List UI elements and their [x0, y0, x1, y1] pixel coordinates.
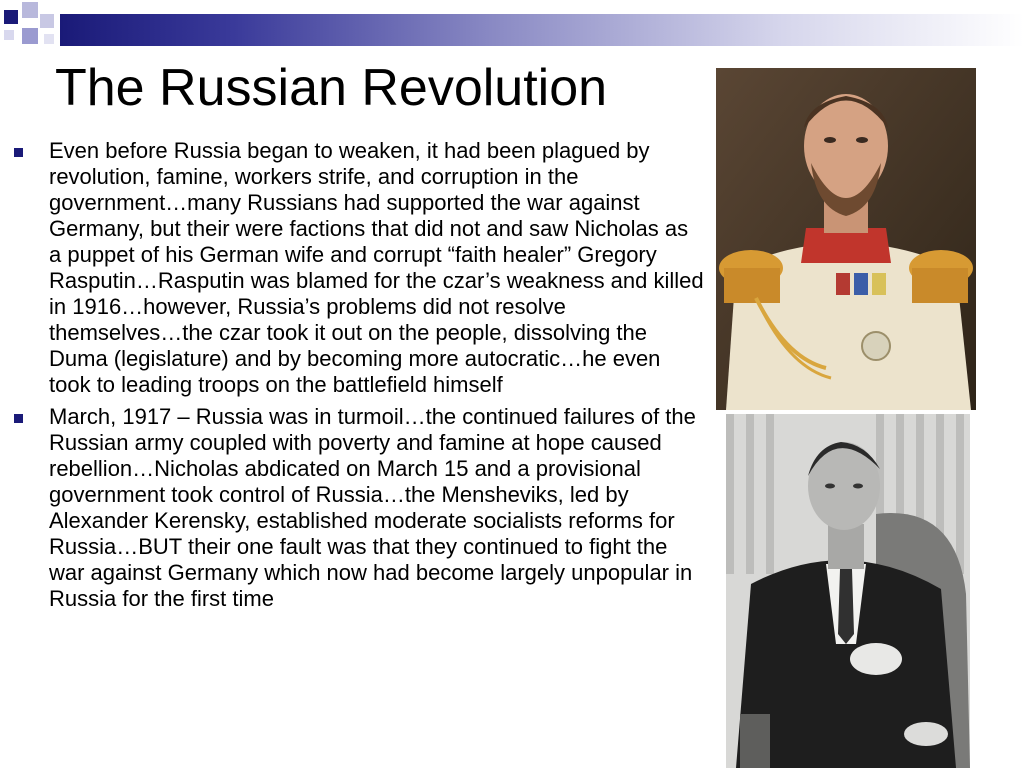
decorative-square [44, 34, 54, 44]
bullet-item [14, 404, 704, 612]
title-banner [60, 14, 1024, 46]
decorative-square [4, 10, 18, 24]
bullet-text: March, 1917 – Russia was in turmoil…the continued failures of the Russian army coupled with poverty and famine at hope caused rebellion…Nicholas abdicated on March 15 and a provisional government took control of Russia…the Mensheviks, led by Alexander Kerensky, established moderate socialists reforms for Russia…BUT their one fault was that they continued to fight the war against Germany which now had become largely unpopular in Russia for the first time [49, 404, 696, 611]
czar-portrait-image [716, 68, 976, 410]
bullet-text: Even before Russia began to weaken, it had been plagued by revolution, famine, workers strife, and corruption in the government…many Russians had supported the war against Germany, but their were factions that did not and saw Nicholas as a puppet of his German wife and corrupt “faith healer” Gregory Rasputin…Rasputin was blamed for the czar’s weakness and killed in 1916…however, Russia’s problems did not resolve themselves…the czar took it out on the people, dissolving the Duma (legislature) and by becoming more autocratic…he even took to leading troops on the battlefield himself [49, 138, 704, 397]
slide-title: The Russian Revolution [55, 59, 608, 117]
decorative-square [40, 14, 54, 28]
decorative-square [22, 28, 38, 44]
bullet-square-icon [14, 148, 23, 157]
kerensky-photo-image [726, 414, 970, 768]
decorative-square [4, 30, 14, 40]
bullet-item [14, 138, 704, 398]
bullet-list [14, 138, 704, 618]
decorative-square [22, 2, 38, 18]
bullet-square-icon [14, 414, 23, 423]
